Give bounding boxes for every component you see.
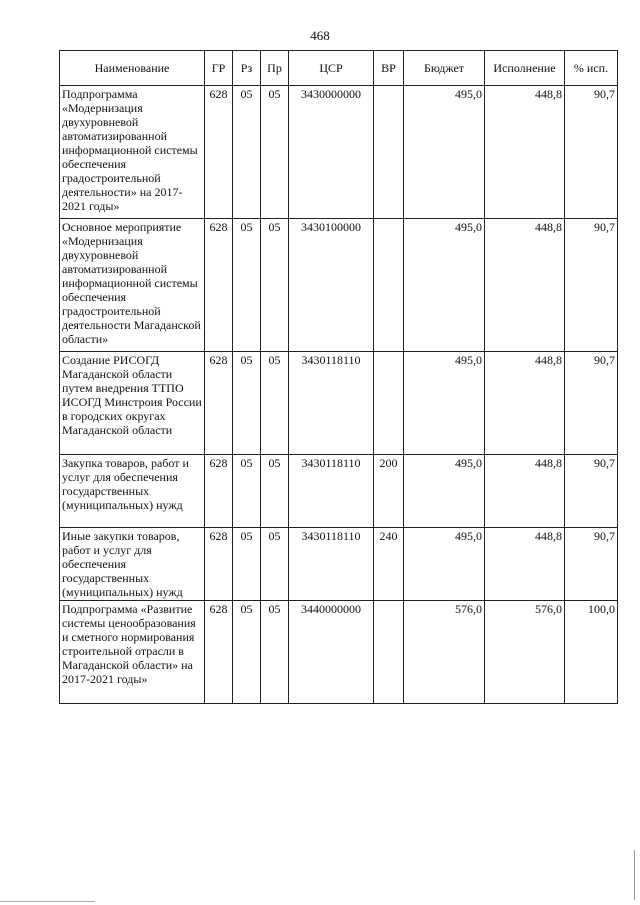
cell-percent: 90,7 <box>565 528 618 601</box>
cell-vr <box>374 601 404 704</box>
table-row <box>60 86 618 219</box>
table-row <box>60 352 618 455</box>
cell-pr: 05 <box>261 455 289 528</box>
cell-execution: 448,8 <box>485 455 565 528</box>
cell-rz: 05 <box>233 352 261 455</box>
header-execution: Исполнение <box>485 51 565 86</box>
header-row <box>60 51 618 86</box>
header-name: Наименование <box>60 51 205 86</box>
cell-rz: 05 <box>233 601 261 704</box>
cell-pr: 05 <box>261 219 289 352</box>
cell-vr: 200 <box>374 455 404 528</box>
table-row <box>60 219 618 352</box>
cell-csr: 3430118110 <box>289 352 374 455</box>
cell-gr: 628 <box>205 86 233 219</box>
table-row <box>60 455 618 528</box>
cell-budget: 576,0 <box>404 601 485 704</box>
cell-execution: 448,8 <box>485 86 565 219</box>
cell-execution: 576,0 <box>485 601 565 704</box>
cell-gr: 628 <box>205 455 233 528</box>
cell-rz: 05 <box>233 86 261 219</box>
cell-budget: 495,0 <box>404 86 485 219</box>
cell-vr: 240 <box>374 528 404 601</box>
cell-name: Закупка товаров, работ и услуг для обеспечения государственных (муниципальных) нужд <box>60 455 205 528</box>
table-row <box>60 601 618 704</box>
cell-execution: 448,8 <box>485 352 565 455</box>
cell-execution: 448,8 <box>485 219 565 352</box>
cell-gr: 628 <box>205 601 233 704</box>
cell-budget: 495,0 <box>404 528 485 601</box>
header-percent: % исп. <box>565 51 618 86</box>
cell-percent: 90,7 <box>565 352 618 455</box>
cell-pr: 05 <box>261 528 289 601</box>
header-pr: Пр <box>261 51 289 86</box>
cell-gr: 628 <box>205 352 233 455</box>
header-vr: ВР <box>374 51 404 86</box>
header-rz: Рз <box>233 51 261 86</box>
header-budget: Бюджет <box>404 51 485 86</box>
cell-percent: 90,7 <box>565 219 618 352</box>
cell-gr: 628 <box>205 219 233 352</box>
cell-pr: 05 <box>261 352 289 455</box>
cell-rz: 05 <box>233 219 261 352</box>
cell-budget: 495,0 <box>404 455 485 528</box>
cell-percent: 90,7 <box>565 455 618 528</box>
cell-percent: 90,7 <box>565 86 618 219</box>
header-csr: ЦСР <box>289 51 374 86</box>
cell-name: Основное мероприятие «Модернизация двухуровневой автоматизированной информационной системы обеспечения градостроительной деятельности Магаданской области» <box>60 219 205 352</box>
cell-name: Подпрограмма «Модернизация двухуровневой автоматизированной информационной системы обеспечения градостроительной деятельности» на 2017-2021 годы» <box>60 86 205 219</box>
cell-csr: 3430000000 <box>289 86 374 219</box>
cell-pr: 05 <box>261 601 289 704</box>
table-row <box>60 528 618 601</box>
cell-rz: 05 <box>233 528 261 601</box>
cell-execution: 448,8 <box>485 528 565 601</box>
page-number: 468 <box>310 28 330 43</box>
cell-vr <box>374 86 404 219</box>
cell-budget: 495,0 <box>404 219 485 352</box>
cell-percent: 100,0 <box>565 601 618 704</box>
cell-csr: 3430118110 <box>289 528 374 601</box>
header-gr: ГР <box>205 51 233 86</box>
cell-vr <box>374 219 404 352</box>
cell-pr: 05 <box>261 86 289 219</box>
budget-table <box>59 50 618 704</box>
cell-rz: 05 <box>233 455 261 528</box>
cell-csr: 3430100000 <box>289 219 374 352</box>
cell-name: Подпрограмма «Развитие системы ценообразования и сметного нормирования строительной отрасли в Магаданской области» на 2017-2021 годы» <box>60 601 205 704</box>
scan-bottom-line <box>0 901 95 902</box>
cell-gr: 628 <box>205 528 233 601</box>
cell-name: Иные закупки товаров, работ и услуг для обеспечения государственных (муниципальных) нужд <box>60 528 205 601</box>
cell-csr: 3430118110 <box>289 455 374 528</box>
scan-edge-line <box>634 850 635 900</box>
cell-budget: 495,0 <box>404 352 485 455</box>
cell-csr: 3440000000 <box>289 601 374 704</box>
cell-vr <box>374 352 404 455</box>
cell-name: Создание РИСОГД Магаданской области путем внедрения ТТПО ИСОГД Минстроия России в городских округах Магаданской области <box>60 352 205 455</box>
